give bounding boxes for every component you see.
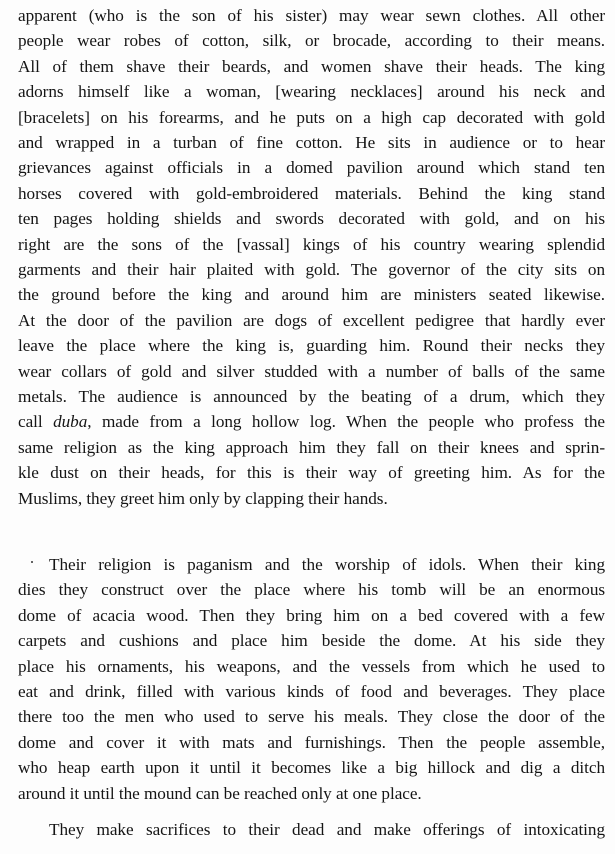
line-text: the ground before the king and around him are ministers seated likewise.: [18, 285, 605, 305]
line-text: They make sacrifices to their dead and make offerings of intoxicating: [49, 820, 605, 839]
text-line-10: [18, 232, 605, 257]
text-line-5: [18, 105, 605, 130]
text-line-24: [18, 628, 605, 653]
text-line-25: [18, 654, 605, 679]
line-text: call: [18, 412, 54, 432]
text-line-18: [18, 435, 605, 460]
line-text: place his ornaments, his weapons, and the vessels from which he used to: [18, 656, 605, 676]
line-text: right are the sons of the [vassal] kings of his country wearing splendid: [18, 234, 605, 254]
line-text: eat and drink, filled with various kinds of food and beverages. They place: [18, 682, 605, 701]
line-text: At the door of the pavilion are dogs of excellent pedigree that hardly ever: [18, 310, 605, 330]
text-line-30: [18, 781, 605, 806]
line-text: ten pages holding shields and swords decorated with gold, and on his: [18, 209, 605, 229]
scan-speck: [31, 561, 33, 563]
line-text: horses covered with gold-embroidered materials. Behind the king stand: [18, 183, 605, 203]
line-text: grievances against officials in a domed pavilion around which stand ten: [18, 158, 605, 178]
text-line-16: [18, 384, 605, 409]
text-line-11: [18, 257, 605, 282]
line-text: Muslims, they greet him only by clapping their hands.: [18, 488, 388, 508]
line-text: wear collars of gold and silver studded with a number of balls of the same: [18, 361, 605, 381]
text-line-28: [18, 730, 605, 755]
text-line-14: [18, 333, 605, 358]
text-line-13: [18, 308, 605, 333]
text-line-7: [18, 155, 605, 180]
line-text: dome of acacia wood. Then they bring him on a bed covered with a few: [18, 605, 605, 625]
line-text: and wrapped in a turban of fine cotton. He sits in audience or to hear: [18, 133, 605, 152]
line-text: dies they construct over the place where his tomb will be an enormous: [18, 580, 605, 600]
line-text: leave the place where the king is, guarding him. Round their necks they: [18, 336, 605, 356]
line-text: who heap earth upon it until it becomes like a big hillock and dig a ditch: [18, 758, 605, 778]
text-line-29: [18, 755, 605, 780]
text-line-2: [18, 28, 605, 53]
text-line-19: [18, 460, 605, 485]
text-line-20: [18, 486, 605, 511]
text-line-1: [18, 3, 605, 28]
line-text: dome and cover it with mats and furnishings. Then the people assemble,: [18, 732, 605, 752]
text-line-6: [18, 130, 605, 155]
text-line-15: [18, 359, 605, 384]
text-line-3: [18, 54, 605, 79]
text-line-12: [18, 282, 605, 307]
line-text: adorns himself like a woman, [wearing necklaces] around his neck and: [18, 82, 605, 102]
line-text: Their religion is paganism and the worship of idols. When their king: [49, 555, 605, 574]
text-line-26: [18, 679, 605, 704]
text-line-8: [18, 181, 605, 206]
text-line-22: [18, 577, 605, 602]
line-text: garments and their hair plaited with gold. The governor of the city sits on: [18, 260, 605, 279]
line-text: apparent (who is the son of his sister) may wear sewn clothes. All other: [18, 6, 605, 25]
line-text: around it until the mound can be reached only at one place.: [18, 783, 422, 803]
line-text: , made from a long hollow log. When the people who profess the: [87, 412, 605, 432]
text-line-17: [18, 409, 605, 434]
text-line-23: [18, 603, 605, 628]
text-line-4: [18, 79, 605, 104]
italic-term: duba: [53, 412, 88, 432]
line-text: same religion as the king approach him they fall on their knees and sprin-: [18, 437, 605, 457]
line-text: All of them shave their beards, and women shave their heads. The king: [18, 56, 605, 76]
text-line-31: [49, 817, 605, 842]
text-line-21: [49, 552, 605, 577]
text-line-27: [18, 704, 605, 729]
line-text: carpets and cushions and place him beside the dome. At his side they: [18, 631, 605, 651]
line-text: kle dust on their heads, for this is their way of greeting him. As for the: [18, 463, 605, 483]
line-text: [bracelets] on his forearms, and he puts on a high cap decorated with gold: [18, 107, 605, 127]
line-text: people wear robes of cotton, silk, or brocade, according to their means.: [18, 31, 605, 51]
text-line-9: [18, 206, 605, 231]
line-text: there too the men who used to serve his meals. They close the door of the: [18, 707, 605, 727]
line-text: metals. The audience is announced by the beating of a drum, which they: [18, 387, 605, 406]
